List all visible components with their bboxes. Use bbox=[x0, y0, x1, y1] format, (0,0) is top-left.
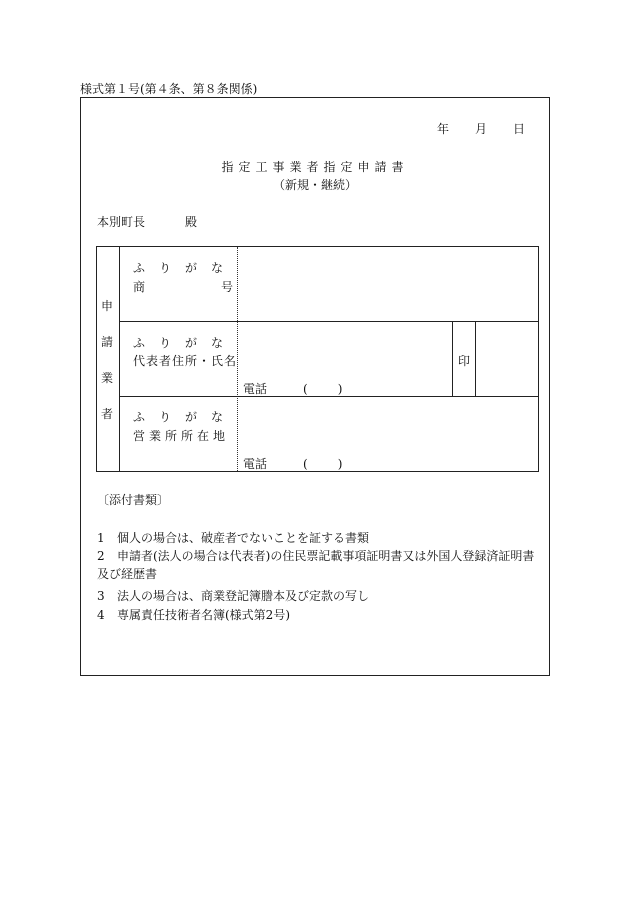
furigana-char: が bbox=[185, 261, 198, 275]
side-char-3: 業 bbox=[101, 371, 114, 385]
row1-furigana bbox=[133, 259, 223, 276]
trade-name-label-left: 商 bbox=[133, 280, 146, 294]
representative-label: 代表者住所・氏名 bbox=[133, 354, 238, 368]
seal-label: 印 bbox=[458, 354, 471, 368]
phone-paren: ( bbox=[303, 457, 308, 471]
furigana-char: り bbox=[159, 336, 172, 350]
attachment-item bbox=[97, 606, 290, 623]
attachment-item bbox=[97, 587, 369, 604]
row3-furigana bbox=[133, 408, 223, 425]
divider bbox=[119, 247, 120, 471]
furigana-char: り bbox=[159, 261, 172, 275]
attachment-item bbox=[97, 529, 369, 546]
form-number: 様式第１号(第４条、第８条関係) bbox=[80, 82, 258, 96]
furigana-char: ふ bbox=[133, 336, 146, 350]
date-year-label: 年 bbox=[436, 122, 449, 136]
trade-name-label-right: 号 bbox=[221, 280, 234, 294]
addressee-honorific: 殿 bbox=[185, 215, 198, 229]
office-location-label: 営業所所在地 bbox=[133, 429, 230, 443]
attachment-text: 申請者(法人の場合は代表者)の住民票記載事項証明書又は外国人登録済証明書及び経歴書 bbox=[97, 549, 535, 581]
attachment-num: 4 bbox=[97, 608, 105, 622]
office-phone bbox=[243, 455, 342, 472]
date-month-label: 月 bbox=[474, 122, 487, 136]
attachment-text: 専属責任技術者名簿(様式第2号) bbox=[117, 608, 290, 622]
furigana-char: ふ bbox=[133, 261, 146, 275]
furigana-char: が bbox=[185, 410, 198, 424]
attachment-num: 1 bbox=[97, 531, 105, 545]
attachments-title: 〔添付書類〕 bbox=[97, 493, 170, 507]
furigana-char: な bbox=[211, 261, 224, 275]
attachment-num: 2 bbox=[97, 549, 105, 563]
furigana-char: な bbox=[211, 336, 224, 350]
applicant-table bbox=[96, 246, 539, 472]
phone-paren: ( bbox=[303, 382, 308, 396]
divider bbox=[237, 247, 238, 471]
document-subtitle: （新規・継続） bbox=[272, 178, 357, 192]
furigana-char: ふ bbox=[133, 410, 146, 424]
document-title: 指定工事業者指定申請書 bbox=[221, 160, 409, 174]
form-frame bbox=[80, 97, 550, 676]
furigana-char: が bbox=[185, 336, 198, 350]
phone-paren: ) bbox=[337, 382, 343, 396]
phone-label: 電話 bbox=[243, 382, 268, 396]
side-char-4: 者 bbox=[101, 407, 114, 421]
applicant-side-label bbox=[97, 247, 119, 471]
attachment-text: 個人の場合は、破産者でないことを証する書類 bbox=[117, 531, 370, 545]
attachment-num: 3 bbox=[97, 589, 105, 603]
divider bbox=[475, 321, 476, 396]
phone-label: 電話 bbox=[243, 457, 268, 471]
attachment-item bbox=[97, 547, 542, 583]
date-line bbox=[437, 120, 525, 137]
representative-phone bbox=[243, 380, 342, 397]
divider bbox=[452, 321, 453, 396]
addressee-name: 本別町長 bbox=[97, 215, 146, 229]
furigana-char: り bbox=[159, 410, 172, 424]
row2-furigana bbox=[133, 334, 223, 351]
side-char-2: 請 bbox=[101, 335, 114, 349]
addressee bbox=[97, 213, 197, 230]
side-char-1: 申 bbox=[101, 299, 114, 313]
date-day-label: 日 bbox=[512, 122, 525, 136]
attachment-text: 法人の場合は、商業登記簿謄本及び定款の写し bbox=[117, 589, 370, 603]
phone-paren: ) bbox=[337, 457, 343, 471]
furigana-char: な bbox=[211, 410, 224, 424]
